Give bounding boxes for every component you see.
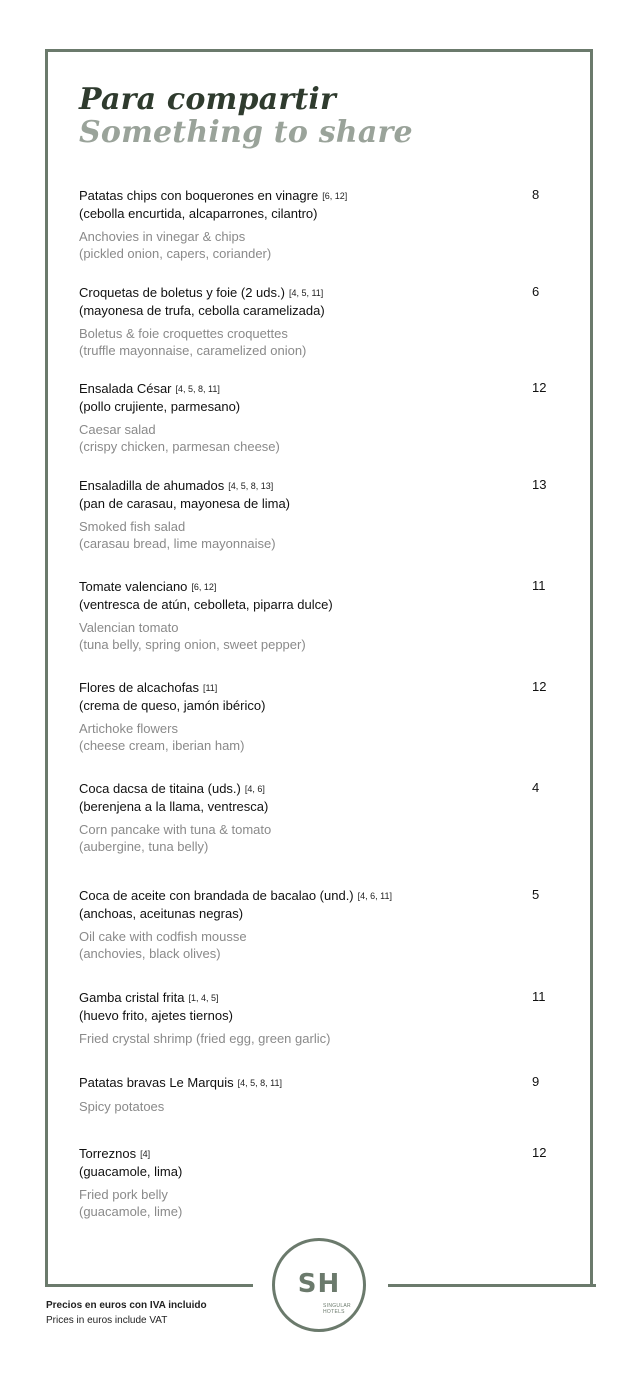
item-name-en: Anchovies in vinegar & chips [79,229,246,244]
allergens: [1, 4, 5] [188,993,219,1003]
item-name-en: Oil cake with codfish mousse [79,929,247,944]
item-price: 12 [532,380,547,395]
menu-item [79,578,559,653]
item-name-es: Ensaladilla de ahumados [4, 5, 8, 13] [79,478,274,493]
item-name-es: Coca de aceite con brandada de bacalao (und.) [4, 6, 11] [79,888,392,903]
section-title-es: Para compartir [79,82,336,117]
allergens: [4, 6, 11] [357,891,392,901]
item-name-es: Tomate valenciano [6, 12] [79,579,217,594]
item-price: 13 [532,477,547,492]
allergens: [4] [140,1149,151,1159]
item-desc-es: (pollo crujiente, parmesano) [79,399,241,414]
menu-item [79,187,559,262]
item-desc-es: (anchoas, aceitunas negras) [79,906,244,921]
item-desc-en: (aubergine, tuna belly) [79,839,209,854]
item-desc-en: (crispy chicken, parmesan cheese) [79,439,280,454]
item-name-en: Boletus & foie croquettes croquettes [79,326,288,341]
item-desc-es: (crema de queso, jamón ibérico) [79,698,266,713]
item-desc-en: (truffle mayonnaise, caramelized onion) [79,343,307,358]
allergens: [6, 12] [322,191,348,201]
item-name-en: Valencian tomato [79,620,179,635]
item-desc-en: (cheese cream, iberian ham) [79,738,245,753]
item-name-es: Coca dacsa de titaina (uds.) [4, 6] [79,781,265,796]
allergens: [4, 5, 11] [288,288,324,298]
item-desc-en: (guacamole, lime) [79,1204,183,1219]
item-name-en: Caesar salad [79,422,156,437]
menu-item [79,989,559,1047]
item-desc-en: (carasau bread, lime mayonnaise) [79,536,276,551]
item-desc-en: (pickled onion, capers, coriander) [79,246,272,261]
item-price: 12 [532,1145,547,1160]
menu-item [79,284,559,359]
singular-hotels-logo [272,1238,366,1332]
item-name-es: Patatas bravas Le Marquis [4, 5, 8, 11] [79,1075,283,1090]
item-name-en: Smoked fish salad [79,519,186,534]
item-price: 4 [532,780,540,795]
menu-item [79,780,559,855]
item-price: 11 [532,989,546,1004]
item-price: 9 [532,1074,540,1089]
menu-item [79,887,559,962]
item-name-en: Spicy potatoes [79,1099,165,1114]
item-name-en: Corn pancake with tuna & tomato [79,822,272,837]
allergens: [6, 12] [191,582,217,592]
item-name-es: Ensalada César [4, 5, 8, 11] [79,381,220,396]
item-desc-en: (tuna belly, spring onion, sweet pepper) [79,637,306,652]
item-price: 8 [532,187,540,202]
frame-bottom-left [45,1284,253,1287]
item-desc-es: (mayonesa de trufa, cebolla caramelizada) [79,303,325,318]
frame-bottom-right [388,1284,596,1287]
item-desc-en: (anchovies, black olives) [79,946,221,961]
allergens: [4, 5, 8, 13] [228,481,274,491]
item-desc-es: (pan de carasau, mayonesa de lima) [79,496,291,511]
menu-item [79,1145,559,1220]
item-desc-es: (ventresca de atún, cebolleta, piparra dulce) [79,597,333,612]
item-desc-es: (cebolla encurtida, alcaparrones, cilantro) [79,206,318,221]
item-price: 6 [532,284,540,299]
item-name-en: Fried crystal shrimp (fried egg, green garlic) [79,1031,331,1046]
item-desc-es: (huevo frito, ajetes tiernos) [79,1008,233,1023]
item-name-es: Patatas chips con boquerones en vinagre [6, 12] [79,188,348,203]
item-name-es: Torreznos [4] [79,1146,151,1161]
logo-subtitle: SINGULAR HOTELS [323,1303,351,1315]
footer-prices-es: Precios en euros con IVA incluido [46,1300,207,1311]
menu-item [79,477,559,552]
logo-mark: SH [297,1269,341,1299]
item-name-en: Artichoke flowers [79,721,178,736]
item-name-en: Fried pork belly [79,1187,168,1202]
item-name-es: Gamba cristal frita [1, 4, 5] [79,990,219,1005]
menu-item [79,380,559,455]
allergens: [4, 5, 8, 11] [237,1078,283,1088]
footer-prices-en: Prices in euros include VAT [46,1315,168,1326]
item-name-es: Flores de alcachofas [11] [79,680,218,695]
item-name-es: Croquetas de boletus y foie (2 uds.) [4, 5, 11] [79,285,324,300]
allergens: [4, 6] [244,784,265,794]
item-price: 12 [532,679,547,694]
item-price: 5 [532,887,540,902]
menu-item [79,1074,559,1115]
allergens: [4, 5, 8, 11] [175,384,220,394]
section-title-en: Something to share [79,115,413,150]
item-price: 11 [532,578,546,593]
allergens: [11] [202,683,218,693]
item-desc-es: (berenjena a la llama, ventresca) [79,799,269,814]
item-desc-es: (guacamole, lima) [79,1164,183,1179]
menu-item [79,679,559,754]
